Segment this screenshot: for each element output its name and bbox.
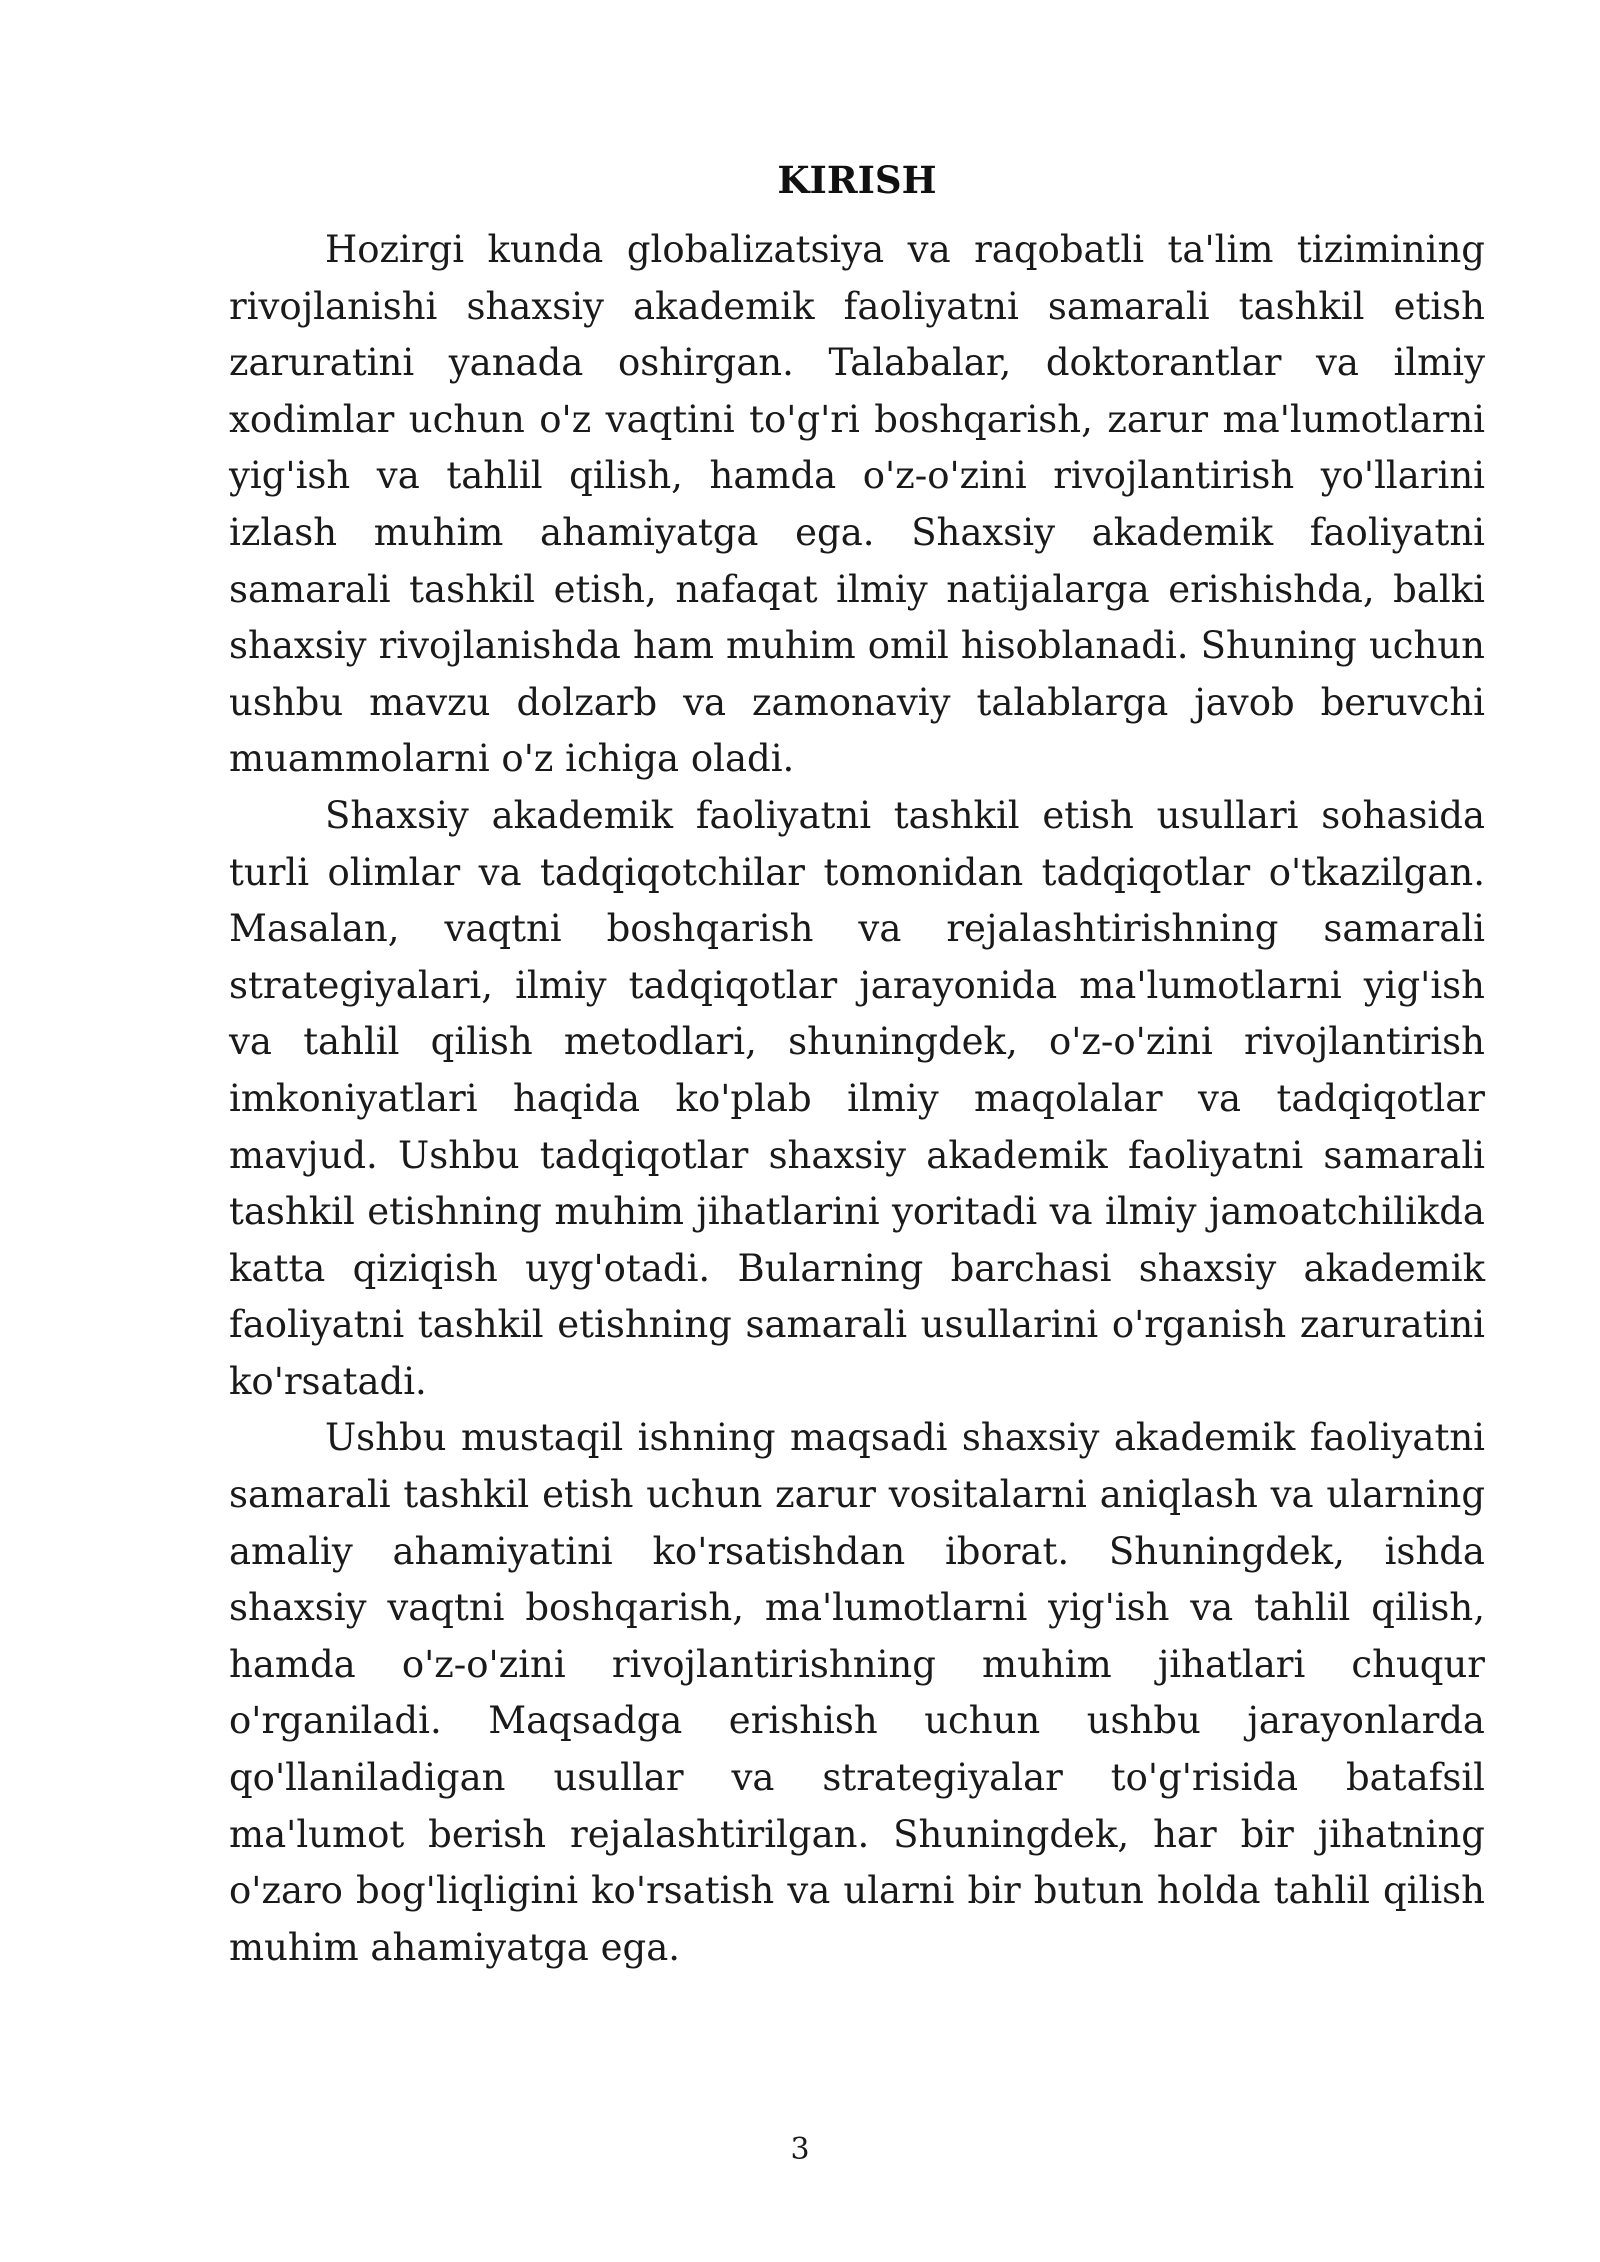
paragraph-1: Hozirgi kunda globalizatsiya va raqobatli ta'lim tizimining rivojlanishi shaxsiy akademik faoliyatni samarali tashkil etish zaruratini yanada oshirgan. Talabalar, doktorantlar va ilmiy xodimlar uchun o'z vaqtini to'g'ri boshqarish, zarur ma'lumotlarni yig'ish va tahlil qilish, hamda o'z-o'zini rivojlantirish yo'llarini izlash muhim ahamiyatga ega. Shaxsiy akademik faoliyatni samarali tashkil etish, nafaqat ilmiy natijalarga erishishda, balki shaxsiy rivojlanishda ham muhim omil hisoblanadi. Shuning uchun ushbu mavzu dolzarb va zamonaviy talablarga javob beruvchi muammolarni o'z ichiga oladi.: [229, 228, 1485, 781]
page-number: 3: [790, 2132, 810, 2167]
document-body: [229, 150, 1485, 1976]
section-title: KIRISH: [777, 158, 937, 202]
paragraph-2: Shaxsiy akademik faoliyatni tashkil etish usullari sohasida turli olimlar va tadqiqotchilar tomonidan tadqiqotlar o'tkazilgan. Masalan, vaqtni boshqarish va rejalashtirishning samarali strategiyalari, ilmiy tadqiqotlar jarayonida ma'lumotlarni yig'ish va tahlil qilish metodlari, shuningdek, o'z-o'zini rivojlantirish imkoniyatlari haqida ko'plab ilmiy maqolalar va tadqiqotlar mavjud. Ushbu tadqiqotlar shaxsiy akademik faoliyatni samarali tashkil etishning muhim jihatlarini yoritadi va ilmiy jamoatchilikda katta qiziqish uyg'otadi. Bularning barchasi shaxsiy akademik faoliyatni tashkil etishning samarali usullarini o'rganish zaruratini ko'rsatadi.: [229, 793, 1485, 1403]
paragraph-3: Ushbu mustaqil ishning maqsadi shaxsiy akademik faoliyatni samarali tashkil etish uchun zarur vositalarni aniqlash va ularning amaliy ahamiyatini ko'rsatishdan iborat. Shuningdek, ishda shaxsiy vaqtni boshqarish, ma'lumotlarni yig'ish va tahlil qilish, hamda o'z-o'zini rivojlantirishning muhim jihatlari chuqur o'rganiladi. Maqsadga erishish uchun ushbu jarayonlarda qo'llaniladigan usullar va strategiyalar to'g'risida batafsil ma'lumot berish rejalashtirilgan. Shuningdek, har bir jihatning o'zaro bog'liqligini ko'rsatish va ularni bir butun holda tahlil qilish muhim ahamiyatga ega.: [229, 1416, 1485, 1969]
